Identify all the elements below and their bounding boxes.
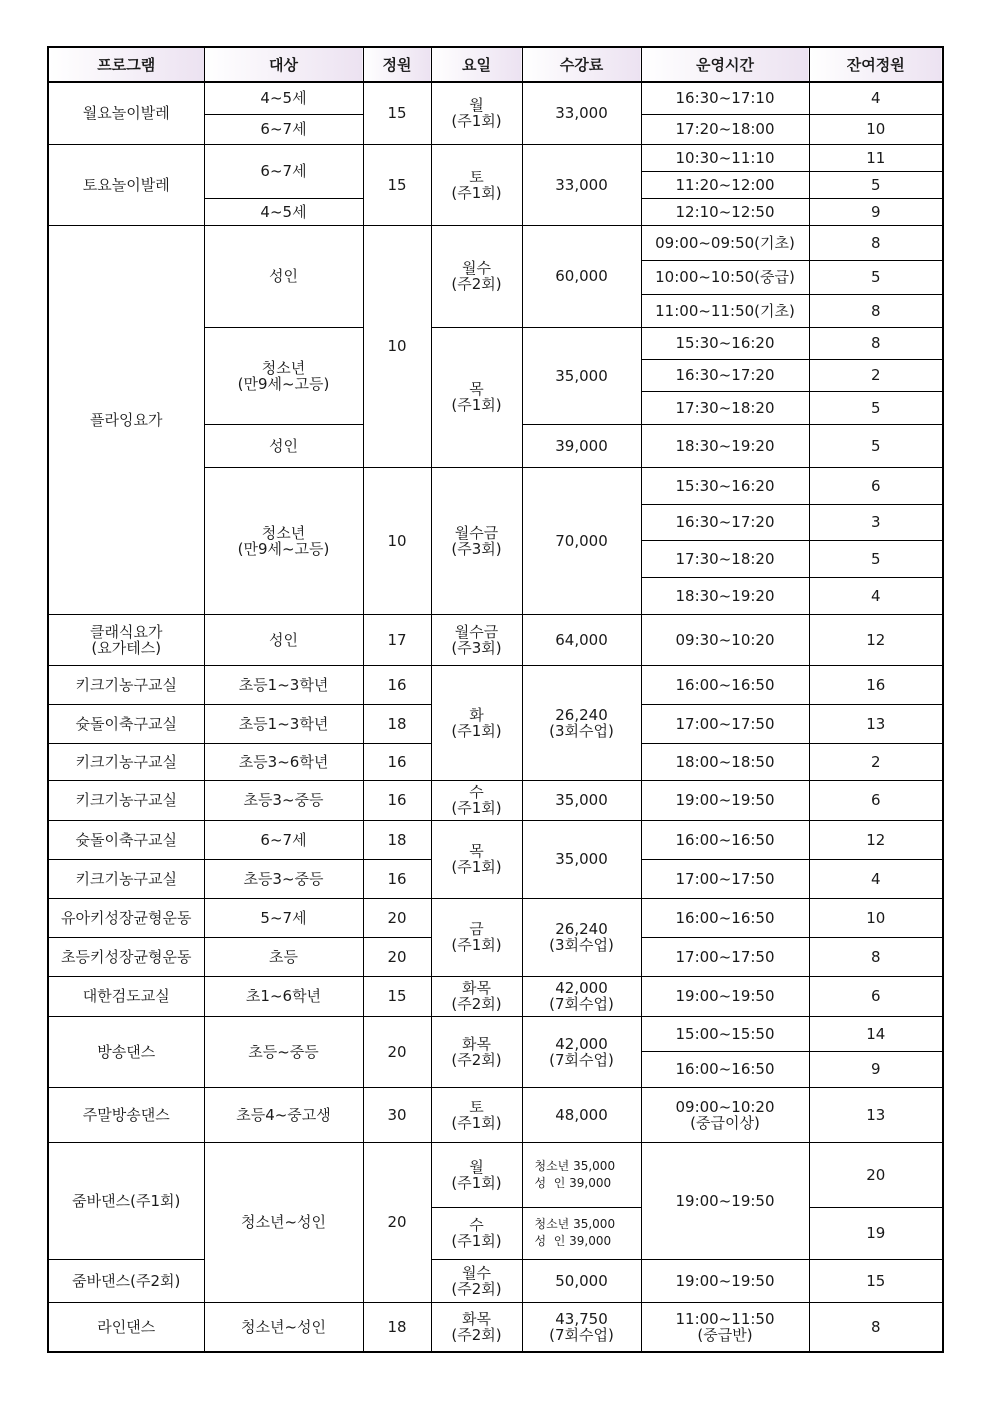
table-cell: 월수금 (주3회)	[431, 614, 522, 665]
table-cell: 6~7세	[204, 820, 363, 859]
table-cell: 20	[809, 1142, 943, 1207]
table-row	[48, 898, 943, 937]
table-cell: 16:30~17:10	[641, 82, 809, 114]
table-cell: 5	[809, 424, 943, 467]
table-cell: 60,000	[522, 225, 641, 327]
table-cell: 16:30~17:20	[641, 504, 809, 540]
table-row	[48, 225, 943, 260]
table-cell: 33,000	[522, 144, 641, 225]
table-cell: 청소년 35,000 성 인 39,000	[522, 1207, 641, 1259]
table-cell: 11:00~11:50 (중급반)	[641, 1302, 809, 1352]
table-cell: 09:00~09:50(기초)	[641, 225, 809, 260]
table-cell: 초등3~중등	[204, 780, 363, 820]
table-cell: 6~7세	[204, 144, 363, 198]
header-time: 운영시간	[641, 47, 809, 82]
table-cell: 19:00~19:50	[641, 976, 809, 1016]
table-cell: 키크기농구교실	[48, 859, 204, 898]
table-cell: 13	[809, 704, 943, 743]
table-cell: 18:30~19:20	[641, 424, 809, 467]
table-cell: 20	[363, 937, 431, 976]
table-cell: 9	[809, 198, 943, 225]
table-cell: 10	[363, 467, 431, 614]
table-cell: 월 (주1회)	[431, 82, 522, 144]
table-cell: 18	[363, 704, 431, 743]
table-cell: 4	[809, 82, 943, 114]
table-cell: 17:00~17:50	[641, 704, 809, 743]
table-cell: 20	[363, 1016, 431, 1087]
header-days: 요일	[431, 47, 522, 82]
table-cell: 16	[363, 859, 431, 898]
table-cell: 16:00~16:50	[641, 820, 809, 859]
table-cell: 48,000	[522, 1087, 641, 1142]
table-cell: 16:00~16:50	[641, 898, 809, 937]
table-cell: 4~5세	[204, 198, 363, 225]
table-cell: 15:30~16:20	[641, 467, 809, 504]
table-cell: 16:00~16:50	[641, 1051, 809, 1087]
table-cell: 플라잉요가	[48, 225, 204, 614]
table-cell: 42,000 (7회수업)	[522, 976, 641, 1016]
table-cell: 11:20~12:00	[641, 171, 809, 198]
table-cell: 18	[363, 1302, 431, 1352]
table-cell: 14	[809, 1016, 943, 1051]
table-cell: 초등3~중등	[204, 859, 363, 898]
table-cell: 9	[809, 1051, 943, 1087]
table-cell: 줌바댄스(주1회)	[48, 1142, 204, 1259]
table-cell: 유아키성장균형운동	[48, 898, 204, 937]
table-row	[48, 614, 943, 665]
table-cell: 슛돌이축구교실	[48, 820, 204, 859]
table-cell: 목 (주1회)	[431, 327, 522, 467]
table-cell: 12:10~12:50	[641, 198, 809, 225]
table-cell: 18	[363, 820, 431, 859]
table-cell: 라인댄스	[48, 1302, 204, 1352]
table-cell: 방송댄스	[48, 1016, 204, 1087]
program-schedule-table	[47, 46, 944, 1353]
table-cell: 청소년~성인	[204, 1302, 363, 1352]
table-cell: 16:30~17:20	[641, 359, 809, 391]
table-cell: 월수금 (주3회)	[431, 467, 522, 614]
table-cell: 17	[363, 614, 431, 665]
table-row	[48, 1016, 943, 1051]
table-cell: 15	[363, 82, 431, 144]
table-cell: 17:20~18:00	[641, 114, 809, 144]
table-cell: 15:30~16:20	[641, 327, 809, 359]
table-cell: 64,000	[522, 614, 641, 665]
table-cell: 화 (주1회)	[431, 665, 522, 780]
table-cell: 키크기농구교실	[48, 780, 204, 820]
table-cell: 줌바댄스(주2회)	[48, 1259, 204, 1302]
table-cell: 8	[809, 937, 943, 976]
table-cell: 12	[809, 820, 943, 859]
table-cell: 33,000	[522, 82, 641, 144]
table-cell: 화목 (주2회)	[431, 1302, 522, 1352]
table-cell: 5~7세	[204, 898, 363, 937]
table-cell: 19:00~19:50	[641, 780, 809, 820]
table-cell: 초등3~6학년	[204, 743, 363, 780]
table-row	[48, 820, 943, 859]
table-cell: 30	[363, 1087, 431, 1142]
table-cell: 8	[809, 1302, 943, 1352]
header-target: 대상	[204, 47, 363, 82]
table-cell: 35,000	[522, 780, 641, 820]
table-cell: 4	[809, 577, 943, 614]
table-cell: 초1~6학년	[204, 976, 363, 1016]
table-row	[48, 1259, 943, 1302]
table-cell: 17:00~17:50	[641, 937, 809, 976]
table-cell: 8	[809, 294, 943, 327]
table-cell: 10	[363, 225, 431, 467]
table-cell: 4~5세	[204, 82, 363, 114]
table-row	[48, 1302, 943, 1352]
table-row	[48, 665, 943, 704]
table-cell: 5	[809, 540, 943, 577]
table-cell: 17:30~18:20	[641, 540, 809, 577]
table-cell: 35,000	[522, 327, 641, 424]
table-cell: 4	[809, 859, 943, 898]
table-cell: 성인	[204, 614, 363, 665]
table-cell: 19:00~19:50	[641, 1259, 809, 1302]
table-header-row	[48, 47, 943, 82]
table-cell: 11:00~11:50(기초)	[641, 294, 809, 327]
table-cell: 19	[809, 1207, 943, 1259]
table-cell: 10	[809, 898, 943, 937]
table-cell: 화목 (주2회)	[431, 976, 522, 1016]
table-cell: 16:00~16:50	[641, 665, 809, 704]
header-remaining: 잔여정원	[809, 47, 943, 82]
table-cell: 19:00~19:50	[641, 1142, 809, 1259]
table-cell: 화목 (주2회)	[431, 1016, 522, 1087]
table-cell: 70,000	[522, 467, 641, 614]
table-cell: 15	[363, 144, 431, 225]
table-cell: 10:30~11:10	[641, 144, 809, 171]
table-row	[48, 976, 943, 1016]
table-cell: 2	[809, 359, 943, 391]
table-cell: 수 (주1회)	[431, 780, 522, 820]
table-cell: 6~7세	[204, 114, 363, 144]
table-cell: 청소년 (만9세~고등)	[204, 467, 363, 614]
table-cell: 수 (주1회)	[431, 1207, 522, 1259]
table-cell: 대한검도교실	[48, 976, 204, 1016]
table-cell: 5	[809, 391, 943, 424]
table-cell: 초등	[204, 937, 363, 976]
table-cell: 15	[809, 1259, 943, 1302]
table-cell: 26,240 (3회수업)	[522, 665, 641, 780]
table-cell: 2	[809, 743, 943, 780]
table-cell: 17:30~18:20	[641, 391, 809, 424]
table-row	[48, 780, 943, 820]
table-cell: 월수 (주2회)	[431, 225, 522, 327]
table-cell: 청소년 35,000 성 인 39,000	[522, 1142, 641, 1207]
table-row	[48, 1142, 943, 1207]
table-cell: 16	[363, 743, 431, 780]
table-row	[48, 1087, 943, 1142]
table-cell: 10:00~10:50(중급)	[641, 260, 809, 294]
table-cell: 39,000	[522, 424, 641, 467]
table-cell: 5	[809, 260, 943, 294]
table-cell: 3	[809, 504, 943, 540]
table-cell: 금 (주1회)	[431, 898, 522, 976]
table-cell: 슛돌이축구교실	[48, 704, 204, 743]
table-cell: 6	[809, 467, 943, 504]
table-cell: 12	[809, 614, 943, 665]
table-cell: 11	[809, 144, 943, 171]
table-cell: 43,750 (7회수업)	[522, 1302, 641, 1352]
table-cell: 초등~중등	[204, 1016, 363, 1087]
table-cell: 15	[363, 976, 431, 1016]
table-cell: 8	[809, 225, 943, 260]
table-cell: 청소년 (만9세~고등)	[204, 327, 363, 424]
table-cell: 09:00~10:20 (중급이상)	[641, 1087, 809, 1142]
table-cell: 16	[363, 780, 431, 820]
table-cell: 토 (주1회)	[431, 1087, 522, 1142]
table-cell: 18:30~19:20	[641, 577, 809, 614]
header-capacity: 정원	[363, 47, 431, 82]
table-cell: 키크기농구교실	[48, 665, 204, 704]
table-cell: 초등1~3학년	[204, 665, 363, 704]
table-cell: 성인	[204, 424, 363, 467]
table-cell: 35,000	[522, 820, 641, 898]
table-cell: 6	[809, 780, 943, 820]
table-cell: 키크기농구교실	[48, 743, 204, 780]
table-cell: 초등키성장균형운동	[48, 937, 204, 976]
table-cell: 20	[363, 1142, 431, 1302]
table-cell: 50,000	[522, 1259, 641, 1302]
table-cell: 주말방송댄스	[48, 1087, 204, 1142]
table-cell: 월수 (주2회)	[431, 1259, 522, 1302]
table-cell: 성인	[204, 225, 363, 327]
table-cell: 청소년~성인	[204, 1142, 363, 1302]
table-cell: 8	[809, 327, 943, 359]
table-cell: 초등4~중고생	[204, 1087, 363, 1142]
table-cell: 20	[363, 898, 431, 937]
table-cell: 13	[809, 1087, 943, 1142]
table-cell: 월요놀이발레	[48, 82, 204, 144]
header-program: 프로그램	[48, 47, 204, 82]
table-cell: 18:00~18:50	[641, 743, 809, 780]
table-cell: 17:00~17:50	[641, 859, 809, 898]
table-cell: 09:30~10:20	[641, 614, 809, 665]
table-cell: 10	[809, 114, 943, 144]
table-cell: 토 (주1회)	[431, 144, 522, 225]
table-cell: 목 (주1회)	[431, 820, 522, 898]
table-cell: 42,000 (7회수업)	[522, 1016, 641, 1087]
table-body	[48, 82, 943, 1352]
table-cell: 15:00~15:50	[641, 1016, 809, 1051]
table-cell: 16	[809, 665, 943, 704]
table-cell: 26,240 (3회수업)	[522, 898, 641, 976]
table-cell: 토요놀이발레	[48, 144, 204, 225]
table-cell: 초등1~3학년	[204, 704, 363, 743]
table-cell: 클래식요가 (요가테스)	[48, 614, 204, 665]
table-cell: 월 (주1회)	[431, 1142, 522, 1207]
table-row	[48, 82, 943, 114]
table-cell: 5	[809, 171, 943, 198]
table-row	[48, 144, 943, 171]
header-fee: 수강료	[522, 47, 641, 82]
table-cell: 6	[809, 976, 943, 1016]
table-cell: 16	[363, 665, 431, 704]
